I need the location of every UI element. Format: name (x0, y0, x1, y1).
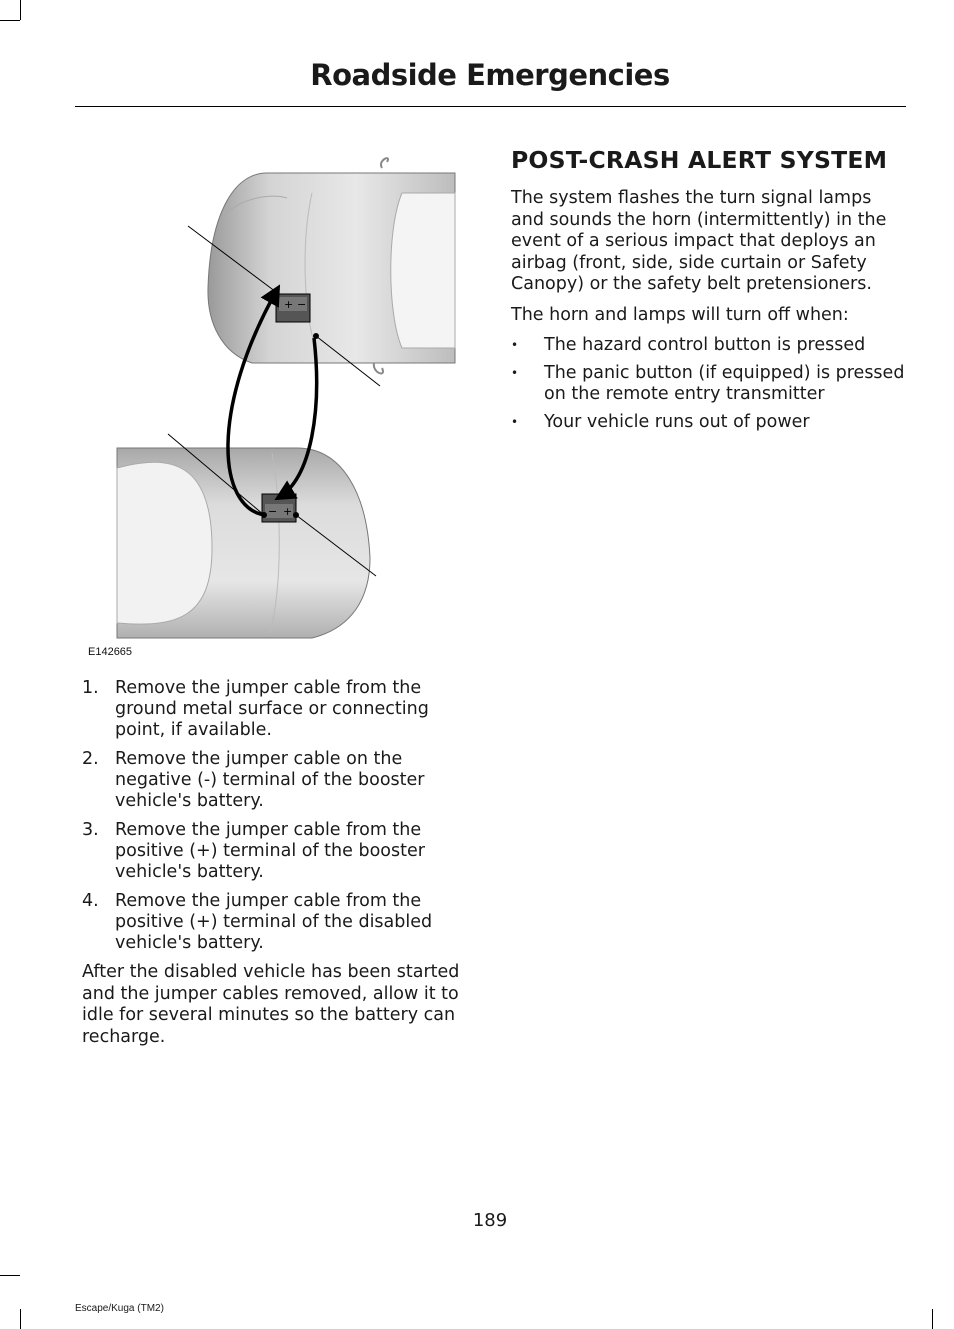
list-item (82, 749, 474, 812)
figure-id: E142665 (88, 646, 133, 658)
list-item (82, 820, 474, 883)
right-column (511, 146, 906, 440)
step-number: 1. (82, 678, 99, 698)
crop-mark (0, 20, 20, 21)
footer-text: Escape/Kuga (TM2) (75, 1303, 164, 1314)
bullet-text: The hazard control button is pressed (544, 335, 866, 355)
page-header-title: Roadside Emergencies (310, 58, 670, 92)
list-item (511, 412, 906, 433)
bullet-dot-icon: • (511, 366, 519, 380)
disabled-vehicle (208, 158, 455, 373)
page-number: 189 (472, 1210, 508, 1231)
crop-mark (20, 1309, 21, 1329)
jump-start-illustration (82, 148, 458, 664)
bullet-dot-icon: • (511, 338, 519, 352)
crop-mark (0, 1275, 20, 1276)
step-text: Remove the jumper cable on the negative (-) terminal of the booster vehicle's battery. (115, 749, 425, 811)
step-text: Remove the jumper cable from the positive (+) terminal of the disabled vehicle's battery. (115, 891, 433, 953)
section-paragraph-2: The horn and lamps will turn off when: (511, 304, 849, 325)
section-heading: POST-CRASH ALERT SYSTEM (511, 146, 888, 174)
bullet-text: Your vehicle runs out of power (544, 412, 810, 432)
svg-text:−: − (268, 505, 278, 518)
step-text: Remove the jumper cable from the ground metal surface or connecting point, if available. (115, 678, 429, 740)
left-column (82, 678, 474, 1057)
list-item (511, 335, 906, 356)
bullets-list (511, 335, 906, 433)
step-text: Remove the jumper cable from the positive (+) terminal of the booster vehicle's battery. (115, 820, 425, 882)
svg-text:+: + (284, 298, 294, 311)
after-paragraph: After the disabled vehicle has been started and the jumper cables removed, allow it to idle for several minutes so the battery can recharge. (82, 962, 460, 1047)
svg-text:−: − (297, 298, 307, 311)
list-item (82, 891, 474, 954)
header-rule (75, 106, 906, 107)
list-item (82, 678, 474, 741)
crop-mark (932, 1309, 933, 1329)
bullet-text: The panic button (if equipped) is pressed on the remote entry transmitter (544, 363, 905, 404)
steps-list (82, 678, 474, 954)
battery-disabled-vehicle (276, 294, 310, 322)
step-number: 3. (82, 820, 99, 840)
step-number: 2. (82, 749, 99, 769)
crop-mark (20, 0, 21, 20)
list-item (511, 363, 906, 405)
section-paragraph-1: The system flashes the turn signal lamps and sounds the horn (intermittently) in the event of a serious impact that deploys an airbag (front, side, side curtain or Safety Canopy) or the safety belt pretensioners. (511, 188, 887, 294)
svg-text:+: + (283, 505, 293, 518)
bullet-dot-icon: • (511, 415, 519, 429)
step-number: 4. (82, 891, 99, 911)
